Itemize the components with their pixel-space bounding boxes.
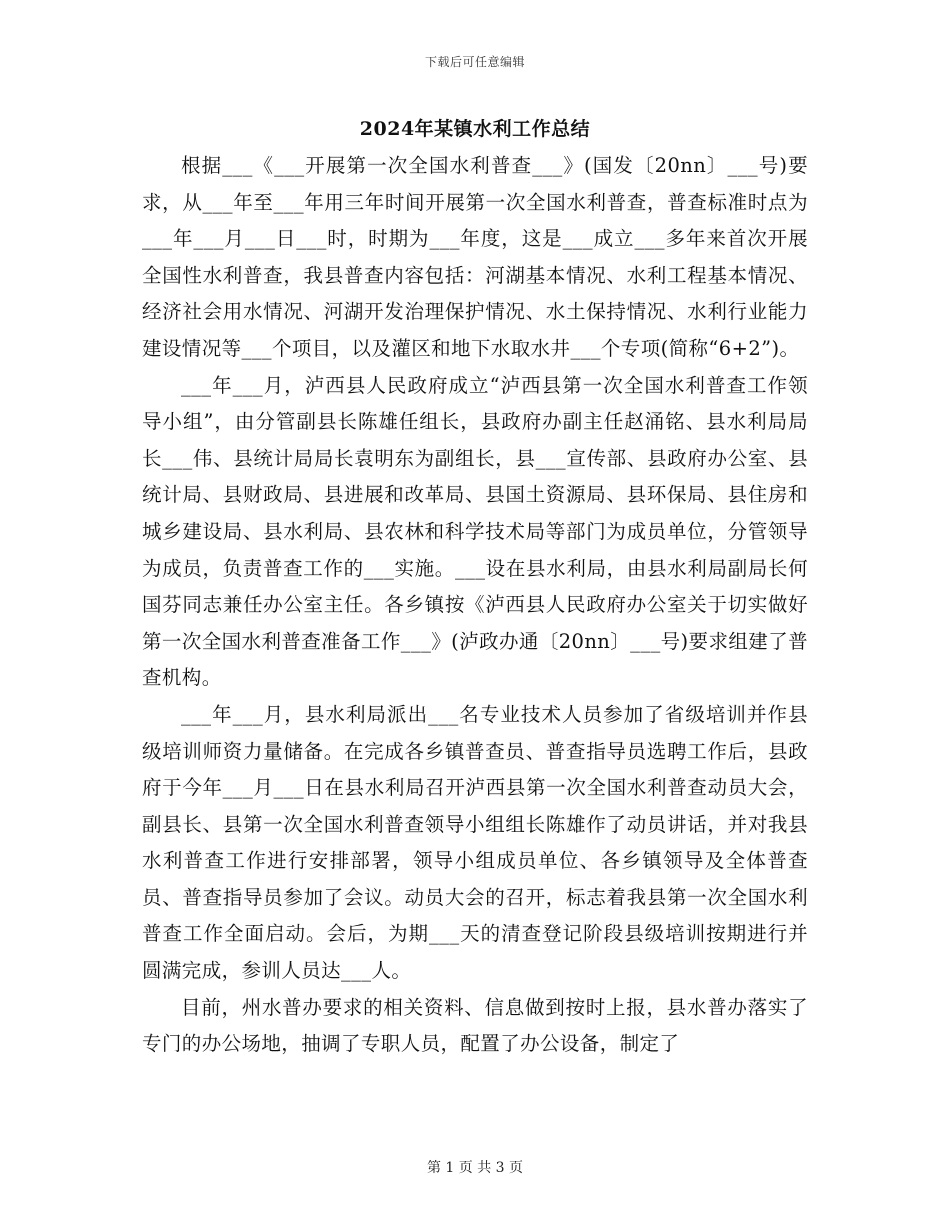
page-number: 第 1 页 共 3 页 — [426, 1160, 524, 1176]
paragraph-4: 目前，州水普办要求的相关资料、信息做到按时上报，县水普办落实了专门的办公场地，抽调了专职人员，配置了办公设备，制定了 — [142, 995, 808, 1056]
paragraph-1: 根据___《___开展第一次全国水利普查___》(国发〔20nn〕___号)要求，从___年至___年用三年时间开展第一次全国水利普查，普查标准时点为___年___月___日___时，时期为___年度，这是___成立___多年来首次开展全国性水利普查，我县普查内容包括：河湖基本情况、水利工程基本情况、经济社会用水情况、河湖开发治理保护情况、水土保持情况、水利行业能力建设情况等___个项目，以及灌区和地下水取水井___个专项(简称“6+2”)。 — [142, 154, 808, 360]
paragraph-2: ___年___月，泸西县人民政府成立“泸西县第一次全国水利普查工作领导小组”，由分管副县长陈雄任组长，县政府办副主任赵涌铭、县水利局局长___伟、县统计局局长袁明东为副组长，县___宣传部、县政府办公室、县统计局、县财政局、县进展和改革局、县国土资源局、县环保局、县住房和城乡建设局、县水利局、县农林和科学技术局等部门为成员单位，分管领导为成员，负责普查工作的___实施。___设在县水利局，由县水利局副局长何国芬同志兼任办公室主任。各乡镇按《泸西县人民政府办公室关于切实做好第一次全国水利普查准备工作___》(泸政办通〔20nn〕___号)要求组建了普查机构。 — [142, 373, 808, 690]
document-body — [142, 148, 808, 1063]
paragraph-3: ___年___月，县水利局派出___名专业技术人员参加了省级培训并作县级培训师资力量储备。在完成各乡镇普查员、普查指导员选聘工作后，县政府于今年___月___日在县水利局召开泸西县第一次全国水利普查动员大会，副县长、县第一次全国水利普查领导小组组长陈雄作了动员讲话，并对我县水利普查工作进行安排部署，领导小组成员单位、各乡镇领导及全体普查员、普查指导员参加了会议。动员大会的召开，标志着我县第一次全国水利普查工作全面启动。会后，为期___天的清查登记阶段县级培训按期进行并圆满完成，参训人员达___人。 — [142, 702, 808, 983]
header-note: 下载后可任意编辑 — [424, 55, 525, 69]
document-title: 2024年某镇水利工作总结 — [359, 118, 591, 140]
